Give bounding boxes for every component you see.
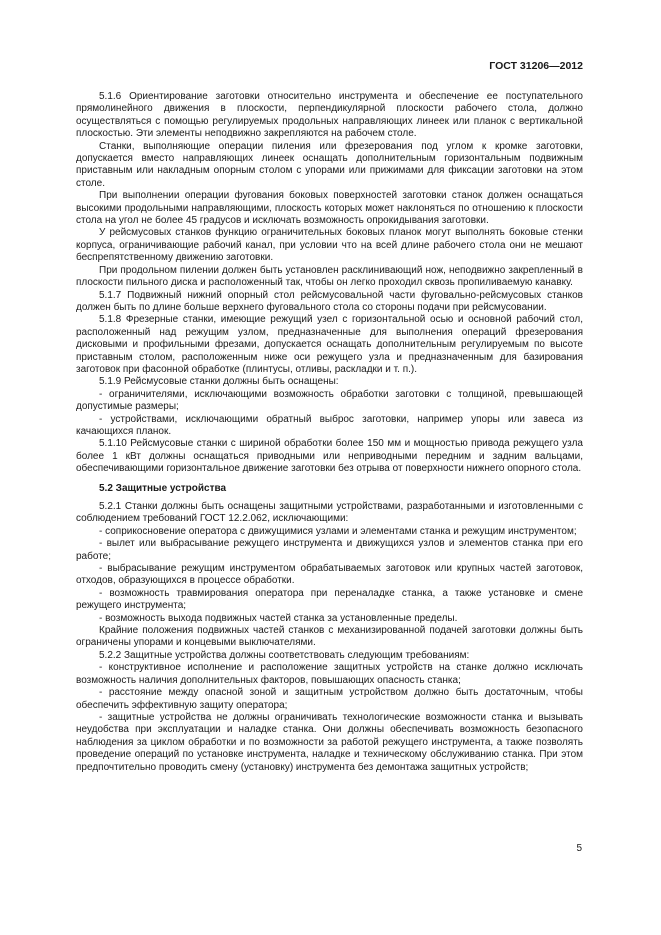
paragraph: 5.1.8 Фрезерные станки, имеющие режущий узел с горизонтальной осью и основной рабочий стол, расположенный над режущим узлом, предназначенные для выполнения операций фрезерования дисковыми и профильными фрезами, допускается оснащать дополнительным регулируемым по высоте приставным столом, расположенным ниже оси режущего узла и предназначенным для базирования заготовок при фасонной обработке (плинтусы, отливы, раскладки и т. п.). (76, 314, 583, 375)
paragraph: У рейсмусовых станков функцию ограничительных боковых планок могут выполнять боковые стенки корпуса, ограничивающие рабочий канал, при условии что на всей длине рабочего стола они не мешают беспрепятственному движению заготовки. (76, 227, 583, 264)
paragraph: 5.2.2 Защитные устройства должны соответствовать следующим требованиям: (99, 649, 470, 661)
paragraph: Станки, выполняющие операции пиления или фрезерования под углом к кромке заготовки, допускается вместо направляющих линеек оснащать дополнительным горизонтальным подвижным приставным или накладным опорным столом с упорами или прижимами для фиксации заготовки на этом столе. (76, 140, 583, 189)
list-item: - устройствами, исключающими обратный выброс заготовки, например упоры или завеса из качающихся планок. (76, 413, 583, 437)
paragraph: 5.1.10 Рейсмусовые станки с шириной обработки более 150 мм и мощностью привода режущего узла более 1 кВт должны оснащаться приводными или неприводными передним и задним вальцами, обеспечивающими горизонтальное движение заготовки без отрыва от поверхности нижнего опорного стола. (76, 438, 583, 475)
paragraph: 5.1.9 Рейсмусовые станки должны быть оснащены: (99, 376, 339, 388)
page-number: 5 (576, 843, 582, 854)
list-item: - возможность выхода подвижных частей станка за установленные пределы. (99, 612, 458, 624)
paragraph: Крайние положения подвижных частей станков с механизированной подачей заготовки должны быть ограничены упорами и концевыми выключателями. (76, 625, 583, 649)
document-body (76, 91, 583, 774)
standard-designation: ГОСТ 31206—2012 (489, 60, 583, 72)
list-item: - возможность травмирования оператора при переналадке станка, а также установке и смене режущего инструмента; (76, 587, 583, 612)
list-item: - конструктивное исполнение и расположение защитных устройств на станке должно исключать возможность наличия дополнительных факторов, повышающих опасность станка; (76, 662, 583, 686)
paragraph: 5.1.7 Подвижный нижний опорный стол рейсмусовальной части фуговально-рейсмусовых станков должен быть по длине больше верхнего фуговального стола со стороны подачи при рейсмусовании. (76, 289, 583, 313)
list-item: - соприкосновение оператора с движущимися узлами и элементами станка и режущим инструментом; (99, 525, 577, 537)
list-item: - расстояние между опасной зоной и защитным устройством должно быть достаточным, чтобы обеспечить эффективную защиту оператора; (76, 687, 583, 711)
list-item: - ограничителями, исключающими возможность обработки заготовки с толщиной, превышающей допустимые размеры; (76, 388, 583, 413)
list-item: - выбрасывание режущим инструментом обрабатываемых заготовок или крупных частей заготовок, отходов, образующихся в процессе обработки. (76, 563, 583, 587)
paragraph: 5.1.6 Ориентирование заготовки относительно инструмента и обеспечение ее поступательного прямолинейного движения в плоскости, перпендикулярной плоскости рабочего стола, должно осуществляться с помощью регулируемых продольных направляющих линеек или планок с вертикальной плоскостью. Эти элементы неподвижно закрепляются на рабочем столе. (76, 91, 583, 140)
paragraph: При продольном пилении должен быть установлен расклинивающий нож, неподвижно закрепленный в плоскости пильного диска и расположенный так, чтобы он легко проходил сквозь пропиливаемую канавку. (76, 264, 583, 289)
list-item: - защитные устройства не должны ограничивать технологические возможности станка и вызывать неудобства при эксплуатации и наладке станка. Они должны обеспечивать возможность безопасного наблюдения за циклом обработки и по возможности за работой режущего инструмента, а также позволять проведение операций по установке инструмента, наладке и техническому обслуживанию станка. При этом предпочтительно проводить смену (установку) инструмента без демонтажа защитных устройств; (76, 711, 583, 773)
paragraph: 5.2.1 Станки должны быть оснащены защитными устройствами, разработанными и изготовленными с соблюдением требований ГОСТ 12.2.062, исключающими: (76, 501, 583, 525)
list-item: - вылет или выбрасывание режущего инструмента и движущихся узлов и элементов станка при его работе; (76, 538, 583, 562)
section-heading: 5.2 Защитные устройства (99, 482, 227, 494)
paragraph: При выполнении операции фугования боковых поверхностей заготовки станок должен оснащаться высокими продольными направляющими, плоскость которых может наклоняться по отношению к плоскости стола на угол не более 45 градусов и исключать возможность опрокидывания заготовки. (76, 190, 583, 227)
